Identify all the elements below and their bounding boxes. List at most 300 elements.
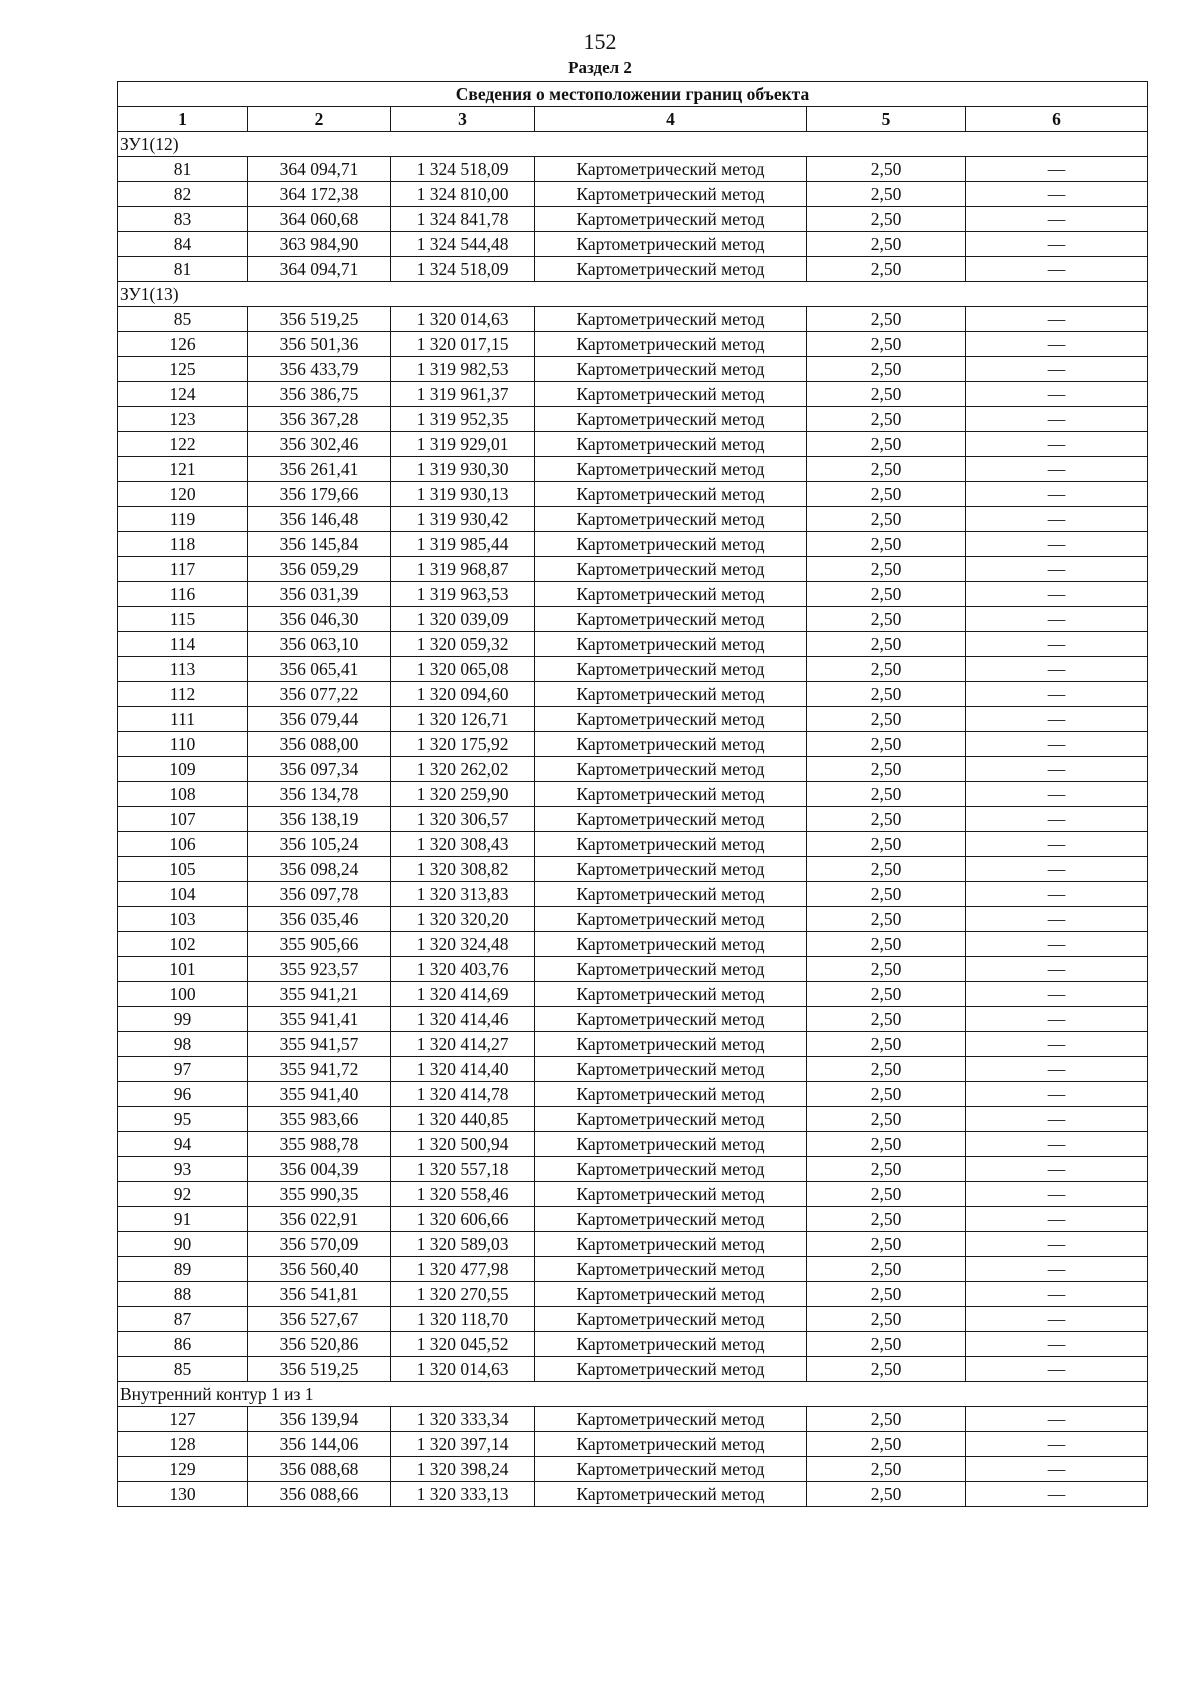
x-coordinate-cell: 356 077,22 <box>248 682 391 707</box>
point-number-cell: 108 <box>118 782 248 807</box>
table-row <box>118 1332 1148 1357</box>
point-number-cell: 101 <box>118 957 248 982</box>
point-number-cell: 110 <box>118 732 248 757</box>
x-coordinate-cell: 356 146,48 <box>248 507 391 532</box>
accuracy-cell: 2,50 <box>807 1282 966 1307</box>
accuracy-cell: 2,50 <box>807 1032 966 1057</box>
accuracy-cell: 2,50 <box>807 1232 966 1257</box>
point-number-cell: 113 <box>118 657 248 682</box>
x-coordinate-cell: 355 983,66 <box>248 1107 391 1132</box>
y-coordinate-cell: 1 319 963,53 <box>391 582 535 607</box>
method-cell: Картометрический метод <box>535 857 807 882</box>
accuracy-cell: 2,50 <box>807 1057 966 1082</box>
table-row <box>118 1182 1148 1207</box>
x-coordinate-cell: 356 088,00 <box>248 732 391 757</box>
point-number-cell: 102 <box>118 932 248 957</box>
accuracy-cell: 2,50 <box>807 407 966 432</box>
accuracy-cell: 2,50 <box>807 257 966 282</box>
method-cell: Картометрический метод <box>535 1407 807 1432</box>
method-cell: Картометрический метод <box>535 1032 807 1057</box>
group-label: Внутренний контур 1 из 1 <box>118 1382 1148 1407</box>
y-coordinate-cell: 1 320 320,20 <box>391 907 535 932</box>
point-number-cell: 120 <box>118 482 248 507</box>
y-coordinate-cell: 1 320 414,46 <box>391 1007 535 1032</box>
accuracy-cell: 2,50 <box>807 932 966 957</box>
page-number: 152 <box>583 29 617 54</box>
table-title-row <box>118 82 1148 107</box>
note-cell: — <box>966 557 1148 582</box>
accuracy-cell: 2,50 <box>807 182 966 207</box>
method-cell: Картометрический метод <box>535 1107 807 1132</box>
y-coordinate-cell: 1 320 059,32 <box>391 632 535 657</box>
x-coordinate-cell: 355 905,66 <box>248 932 391 957</box>
table-row <box>118 432 1148 457</box>
x-coordinate-cell: 356 520,86 <box>248 1332 391 1357</box>
point-number-cell: 85 <box>118 1357 248 1382</box>
table-row <box>118 1257 1148 1282</box>
note-cell: — <box>966 857 1148 882</box>
method-cell: Картометрический метод <box>535 207 807 232</box>
x-coordinate-cell: 356 059,29 <box>248 557 391 582</box>
point-number-cell: 107 <box>118 807 248 832</box>
note-cell: — <box>966 457 1148 482</box>
note-cell: — <box>966 1132 1148 1157</box>
method-cell: Картометрический метод <box>535 1207 807 1232</box>
note-cell: — <box>966 732 1148 757</box>
y-coordinate-cell: 1 319 930,13 <box>391 482 535 507</box>
note-cell: — <box>966 1432 1148 1457</box>
accuracy-cell: 2,50 <box>807 1432 966 1457</box>
y-coordinate-cell: 1 320 017,15 <box>391 332 535 357</box>
point-number-cell: 127 <box>118 1407 248 1432</box>
accuracy-cell: 2,50 <box>807 307 966 332</box>
x-coordinate-cell: 356 541,81 <box>248 1282 391 1307</box>
y-coordinate-cell: 1 320 398,24 <box>391 1457 535 1482</box>
accuracy-cell: 2,50 <box>807 432 966 457</box>
accuracy-cell: 2,50 <box>807 757 966 782</box>
method-cell: Картометрический метод <box>535 157 807 182</box>
accuracy-cell: 2,50 <box>807 1182 966 1207</box>
point-number-cell: 123 <box>118 407 248 432</box>
table-row <box>118 1007 1148 1032</box>
table-row <box>118 207 1148 232</box>
note-cell: — <box>966 1082 1148 1107</box>
point-number-cell: 82 <box>118 182 248 207</box>
method-cell: Картометрический метод <box>535 1132 807 1157</box>
x-coordinate-cell: 356 004,39 <box>248 1157 391 1182</box>
method-cell: Картометрический метод <box>535 557 807 582</box>
y-coordinate-cell: 1 320 270,55 <box>391 1282 535 1307</box>
note-cell: — <box>966 1332 1148 1357</box>
method-cell: Картометрический метод <box>535 232 807 257</box>
table-row <box>118 457 1148 482</box>
note-cell: — <box>966 782 1148 807</box>
accuracy-cell: 2,50 <box>807 207 966 232</box>
accuracy-cell: 2,50 <box>807 232 966 257</box>
x-coordinate-cell: 356 139,94 <box>248 1407 391 1432</box>
table-row <box>118 907 1148 932</box>
table-row <box>118 1482 1148 1507</box>
table-row <box>118 732 1148 757</box>
note-cell: — <box>966 382 1148 407</box>
y-coordinate-cell: 1 320 558,46 <box>391 1182 535 1207</box>
method-cell: Картометрический метод <box>535 382 807 407</box>
point-number-cell: 83 <box>118 207 248 232</box>
accuracy-cell: 2,50 <box>807 1407 966 1432</box>
note-cell: — <box>966 807 1148 832</box>
y-coordinate-cell: 1 320 126,71 <box>391 707 535 732</box>
method-cell: Картометрический метод <box>535 332 807 357</box>
table-row <box>118 1057 1148 1082</box>
point-number-cell: 124 <box>118 382 248 407</box>
point-number-cell: 93 <box>118 1157 248 1182</box>
x-coordinate-cell: 356 035,46 <box>248 907 391 932</box>
point-number-cell: 92 <box>118 1182 248 1207</box>
accuracy-cell: 2,50 <box>807 832 966 857</box>
x-coordinate-cell: 356 105,24 <box>248 832 391 857</box>
point-number-cell: 100 <box>118 982 248 1007</box>
table-row <box>118 532 1148 557</box>
accuracy-cell: 2,50 <box>807 382 966 407</box>
y-coordinate-cell: 1 320 306,57 <box>391 807 535 832</box>
method-cell: Картометрический метод <box>535 907 807 932</box>
x-coordinate-cell: 355 941,57 <box>248 1032 391 1057</box>
table-row <box>118 157 1148 182</box>
x-coordinate-cell: 356 046,30 <box>248 607 391 632</box>
column-header: 1 <box>118 107 248 132</box>
accuracy-cell: 2,50 <box>807 1482 966 1507</box>
note-cell: — <box>966 682 1148 707</box>
accuracy-cell: 2,50 <box>807 1157 966 1182</box>
point-number-cell: 84 <box>118 232 248 257</box>
point-number-cell: 105 <box>118 857 248 882</box>
note-cell: — <box>966 182 1148 207</box>
y-coordinate-cell: 1 320 094,60 <box>391 682 535 707</box>
table-row <box>118 1457 1148 1482</box>
y-coordinate-cell: 1 319 952,35 <box>391 407 535 432</box>
x-coordinate-cell: 356 134,78 <box>248 782 391 807</box>
point-number-cell: 94 <box>118 1132 248 1157</box>
x-coordinate-cell: 364 094,71 <box>248 257 391 282</box>
note-cell: — <box>966 832 1148 857</box>
point-number-cell: 87 <box>118 1307 248 1332</box>
x-coordinate-cell: 356 433,79 <box>248 357 391 382</box>
point-number-cell: 98 <box>118 1032 248 1057</box>
note-cell: — <box>966 1182 1148 1207</box>
accuracy-cell: 2,50 <box>807 582 966 607</box>
note-cell: — <box>966 707 1148 732</box>
accuracy-cell: 2,50 <box>807 632 966 657</box>
x-coordinate-cell: 364 060,68 <box>248 207 391 232</box>
method-cell: Картометрический метод <box>535 1482 807 1507</box>
point-number-cell: 88 <box>118 1282 248 1307</box>
note-cell: — <box>966 307 1148 332</box>
method-cell: Картометрический метод <box>535 1282 807 1307</box>
x-coordinate-cell: 356 519,25 <box>248 307 391 332</box>
note-cell: — <box>966 357 1148 382</box>
x-coordinate-cell: 356 031,39 <box>248 582 391 607</box>
y-coordinate-cell: 1 320 606,66 <box>391 1207 535 1232</box>
table-row <box>118 557 1148 582</box>
x-coordinate-cell: 356 022,91 <box>248 1207 391 1232</box>
x-coordinate-cell: 356 179,66 <box>248 482 391 507</box>
point-number-cell: 119 <box>118 507 248 532</box>
table-row <box>118 1082 1148 1107</box>
table-row <box>118 382 1148 407</box>
method-cell: Картометрический метод <box>535 632 807 657</box>
method-cell: Картометрический метод <box>535 532 807 557</box>
method-cell: Картометрический метод <box>535 1357 807 1382</box>
y-coordinate-cell: 1 320 397,14 <box>391 1432 535 1457</box>
y-coordinate-cell: 1 319 968,87 <box>391 557 535 582</box>
y-coordinate-cell: 1 320 414,78 <box>391 1082 535 1107</box>
y-coordinate-cell: 1 320 014,63 <box>391 1357 535 1382</box>
point-number-cell: 126 <box>118 332 248 357</box>
x-coordinate-cell: 356 501,36 <box>248 332 391 357</box>
table-row <box>118 332 1148 357</box>
method-cell: Картометрический метод <box>535 457 807 482</box>
accuracy-cell: 2,50 <box>807 1207 966 1232</box>
table-row <box>118 1157 1148 1182</box>
group-header-row <box>118 282 1148 307</box>
point-number-cell: 129 <box>118 1457 248 1482</box>
y-coordinate-cell: 1 319 929,01 <box>391 432 535 457</box>
table-row <box>118 807 1148 832</box>
note-cell: — <box>966 432 1148 457</box>
y-coordinate-cell: 1 320 500,94 <box>391 1132 535 1157</box>
method-cell: Картометрический метод <box>535 757 807 782</box>
accuracy-cell: 2,50 <box>807 1082 966 1107</box>
method-cell: Картометрический метод <box>535 657 807 682</box>
method-cell: Картометрический метод <box>535 432 807 457</box>
accuracy-cell: 2,50 <box>807 657 966 682</box>
column-header: 5 <box>807 107 966 132</box>
x-coordinate-cell: 355 990,35 <box>248 1182 391 1207</box>
y-coordinate-cell: 1 320 039,09 <box>391 607 535 632</box>
x-coordinate-cell: 355 941,40 <box>248 1082 391 1107</box>
point-number-cell: 91 <box>118 1207 248 1232</box>
note-cell: — <box>966 1357 1148 1382</box>
point-number-cell: 89 <box>118 1257 248 1282</box>
note-cell: — <box>966 1032 1148 1057</box>
accuracy-cell: 2,50 <box>807 557 966 582</box>
method-cell: Картометрический метод <box>535 1182 807 1207</box>
y-coordinate-cell: 1 324 518,09 <box>391 157 535 182</box>
method-cell: Картометрический метод <box>535 982 807 1007</box>
table-row <box>118 832 1148 857</box>
x-coordinate-cell: 356 097,78 <box>248 882 391 907</box>
y-coordinate-cell: 1 320 414,27 <box>391 1032 535 1057</box>
accuracy-cell: 2,50 <box>807 1307 966 1332</box>
table-row <box>118 882 1148 907</box>
point-number-cell: 106 <box>118 832 248 857</box>
table-row <box>118 1307 1148 1332</box>
method-cell: Картометрический метод <box>535 957 807 982</box>
y-coordinate-cell: 1 319 961,37 <box>391 382 535 407</box>
accuracy-cell: 2,50 <box>807 457 966 482</box>
y-coordinate-cell: 1 324 810,00 <box>391 182 535 207</box>
x-coordinate-cell: 356 145,84 <box>248 532 391 557</box>
point-number-cell: 125 <box>118 357 248 382</box>
method-cell: Картометрический метод <box>535 1007 807 1032</box>
note-cell: — <box>966 407 1148 432</box>
method-cell: Картометрический метод <box>535 707 807 732</box>
group-header-row <box>118 1382 1148 1407</box>
y-coordinate-cell: 1 320 065,08 <box>391 657 535 682</box>
table-row <box>118 707 1148 732</box>
y-coordinate-cell: 1 320 333,34 <box>391 1407 535 1432</box>
note-cell: — <box>966 1207 1148 1232</box>
table-row <box>118 582 1148 607</box>
note-cell: — <box>966 257 1148 282</box>
note-cell: — <box>966 1157 1148 1182</box>
table-row <box>118 757 1148 782</box>
y-coordinate-cell: 1 319 930,42 <box>391 507 535 532</box>
note-cell: — <box>966 332 1148 357</box>
x-coordinate-cell: 356 063,10 <box>248 632 391 657</box>
note-cell: — <box>966 1307 1148 1332</box>
method-cell: Картометрический метод <box>535 182 807 207</box>
x-coordinate-cell: 364 172,38 <box>248 182 391 207</box>
method-cell: Картометрический метод <box>535 1232 807 1257</box>
x-coordinate-cell: 363 984,90 <box>248 232 391 257</box>
accuracy-cell: 2,50 <box>807 732 966 757</box>
note-cell: — <box>966 632 1148 657</box>
accuracy-cell: 2,50 <box>807 532 966 557</box>
method-cell: Картометрический метод <box>535 782 807 807</box>
y-coordinate-cell: 1 320 045,52 <box>391 1332 535 1357</box>
point-number-cell: 81 <box>118 157 248 182</box>
y-coordinate-cell: 1 320 414,69 <box>391 982 535 1007</box>
method-cell: Картометрический метод <box>535 1332 807 1357</box>
note-cell: — <box>966 1482 1148 1507</box>
note-cell: — <box>966 482 1148 507</box>
point-number-cell: 97 <box>118 1057 248 1082</box>
accuracy-cell: 2,50 <box>807 882 966 907</box>
note-cell: — <box>966 582 1148 607</box>
x-coordinate-cell: 356 065,41 <box>248 657 391 682</box>
method-cell: Картометрический метод <box>535 807 807 832</box>
note-cell: — <box>966 207 1148 232</box>
method-cell: Картометрический метод <box>535 1157 807 1182</box>
method-cell: Картометрический метод <box>535 607 807 632</box>
point-number-cell: 90 <box>118 1232 248 1257</box>
note-cell: — <box>966 1057 1148 1082</box>
accuracy-cell: 2,50 <box>807 1107 966 1132</box>
table-row <box>118 632 1148 657</box>
table-row <box>118 357 1148 382</box>
accuracy-cell: 2,50 <box>807 482 966 507</box>
table-row <box>118 1032 1148 1057</box>
point-number-cell: 103 <box>118 907 248 932</box>
y-coordinate-cell: 1 320 262,02 <box>391 757 535 782</box>
table-title: Сведения о местоположении границ объекта <box>118 82 1148 107</box>
y-coordinate-cell: 1 320 259,90 <box>391 782 535 807</box>
table-row <box>118 1407 1148 1432</box>
x-coordinate-cell: 356 386,75 <box>248 382 391 407</box>
table-row <box>118 932 1148 957</box>
accuracy-cell: 2,50 <box>807 1457 966 1482</box>
table-row <box>118 1107 1148 1132</box>
table-row <box>118 1132 1148 1157</box>
method-cell: Картометрический метод <box>535 357 807 382</box>
accuracy-cell: 2,50 <box>807 1357 966 1382</box>
accuracy-cell: 2,50 <box>807 607 966 632</box>
table-row <box>118 232 1148 257</box>
column-header: 4 <box>535 107 807 132</box>
x-coordinate-cell: 356 088,66 <box>248 1482 391 1507</box>
method-cell: Картометрический метод <box>535 307 807 332</box>
table-row <box>118 407 1148 432</box>
note-cell: — <box>966 232 1148 257</box>
method-cell: Картометрический метод <box>535 257 807 282</box>
x-coordinate-cell: 356 098,24 <box>248 857 391 882</box>
method-cell: Картометрический метод <box>535 682 807 707</box>
group-label: ЗУ1(13) <box>118 282 1148 307</box>
note-cell: — <box>966 1282 1148 1307</box>
x-coordinate-cell: 356 560,40 <box>248 1257 391 1282</box>
column-header-row <box>118 107 1148 132</box>
method-cell: Картометрический метод <box>535 1457 807 1482</box>
point-number-cell: 96 <box>118 1082 248 1107</box>
y-coordinate-cell: 1 320 414,40 <box>391 1057 535 1082</box>
y-coordinate-cell: 1 320 313,83 <box>391 882 535 907</box>
group-label: ЗУ1(12) <box>118 132 1148 157</box>
note-cell: — <box>966 1007 1148 1032</box>
table-row <box>118 1357 1148 1382</box>
table-row <box>118 857 1148 882</box>
y-coordinate-cell: 1 320 308,43 <box>391 832 535 857</box>
point-number-cell: 81 <box>118 257 248 282</box>
x-coordinate-cell: 356 367,28 <box>248 407 391 432</box>
note-cell: — <box>966 957 1148 982</box>
note-cell: — <box>966 1257 1148 1282</box>
table-row <box>118 1432 1148 1457</box>
x-coordinate-cell: 355 941,21 <box>248 982 391 1007</box>
y-coordinate-cell: 1 319 985,44 <box>391 532 535 557</box>
x-coordinate-cell: 356 088,68 <box>248 1457 391 1482</box>
y-coordinate-cell: 1 320 589,03 <box>391 1232 535 1257</box>
y-coordinate-cell: 1 324 544,48 <box>391 232 535 257</box>
y-coordinate-cell: 1 319 982,53 <box>391 357 535 382</box>
y-coordinate-cell: 1 324 841,78 <box>391 207 535 232</box>
note-cell: — <box>966 1407 1148 1432</box>
y-coordinate-cell: 1 319 930,30 <box>391 457 535 482</box>
accuracy-cell: 2,50 <box>807 857 966 882</box>
method-cell: Картометрический метод <box>535 1432 807 1457</box>
accuracy-cell: 2,50 <box>807 1007 966 1032</box>
accuracy-cell: 2,50 <box>807 157 966 182</box>
x-coordinate-cell: 356 097,34 <box>248 757 391 782</box>
section-title: Раздел 2 <box>568 58 632 77</box>
column-header: 2 <box>248 107 391 132</box>
y-coordinate-cell: 1 320 403,76 <box>391 957 535 982</box>
column-header: 3 <box>391 107 535 132</box>
y-coordinate-cell: 1 320 324,48 <box>391 932 535 957</box>
accuracy-cell: 2,50 <box>807 907 966 932</box>
x-coordinate-cell: 356 302,46 <box>248 432 391 457</box>
x-coordinate-cell: 356 079,44 <box>248 707 391 732</box>
method-cell: Картометрический метод <box>535 832 807 857</box>
note-cell: — <box>966 932 1148 957</box>
x-coordinate-cell: 356 527,67 <box>248 1307 391 1332</box>
table-row <box>118 482 1148 507</box>
x-coordinate-cell: 355 923,57 <box>248 957 391 982</box>
method-cell: Картометрический метод <box>535 1057 807 1082</box>
table-row <box>118 507 1148 532</box>
y-coordinate-cell: 1 320 477,98 <box>391 1257 535 1282</box>
point-number-cell: 86 <box>118 1332 248 1357</box>
